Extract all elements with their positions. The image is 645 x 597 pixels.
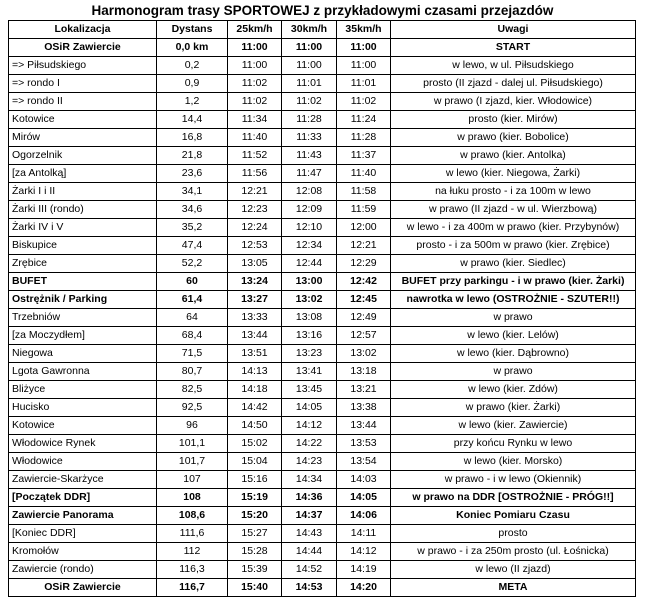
- time-30kmh-cell: 14:44: [282, 543, 337, 561]
- column-header-25kmh: 25km/h: [228, 21, 282, 39]
- time-30kmh-cell: 14:05: [282, 399, 337, 417]
- time-30kmh-cell: 12:08: [282, 183, 337, 201]
- notes-cell: w prawo - i w lewo (Okiennik): [391, 471, 636, 489]
- distance-cell: 108: [157, 489, 228, 507]
- time-35kmh-cell: 13:38: [337, 399, 391, 417]
- notes-cell: START: [391, 39, 636, 57]
- distance-cell: 107: [157, 471, 228, 489]
- time-35kmh-cell: 14:06: [337, 507, 391, 525]
- time-25kmh-cell: 13:24: [228, 273, 282, 291]
- table-row: [9, 543, 636, 561]
- distance-cell: 108,6: [157, 507, 228, 525]
- notes-cell: w prawo (kier. Żarki): [391, 399, 636, 417]
- table-row: [9, 291, 636, 309]
- time-25kmh-cell: 12:24: [228, 219, 282, 237]
- notes-cell: w lewo (kier. Zawiercie): [391, 417, 636, 435]
- time-30kmh-cell: 11:47: [282, 165, 337, 183]
- notes-cell: w lewo (kier. Niegowa, Żarki): [391, 165, 636, 183]
- distance-cell: 61,4: [157, 291, 228, 309]
- time-30kmh-cell: 14:52: [282, 561, 337, 579]
- distance-cell: 47,4: [157, 237, 228, 255]
- table-row: [9, 183, 636, 201]
- time-25kmh-cell: 15:27: [228, 525, 282, 543]
- time-30kmh-cell: 14:34: [282, 471, 337, 489]
- notes-cell: w lewo (kier. Lelów): [391, 327, 636, 345]
- time-35kmh-cell: 14:19: [337, 561, 391, 579]
- distance-cell: 92,5: [157, 399, 228, 417]
- time-35kmh-cell: 12:42: [337, 273, 391, 291]
- table-row: [9, 111, 636, 129]
- time-30kmh-cell: 12:10: [282, 219, 337, 237]
- distance-cell: 0,2: [157, 57, 228, 75]
- time-35kmh-cell: 12:21: [337, 237, 391, 255]
- distance-cell: 116,7: [157, 579, 228, 597]
- distance-cell: 71,5: [157, 345, 228, 363]
- location-cell: Włodowice Rynek: [9, 435, 157, 453]
- time-30kmh-cell: 13:16: [282, 327, 337, 345]
- document-title: Harmonogram trasy SPORTOWEJ z przykładowymi czasami przejazdów: [91, 3, 554, 18]
- notes-cell: prosto (II zjazd - dalej ul. Piłsudskiego): [391, 75, 636, 93]
- distance-cell: 111,6: [157, 525, 228, 543]
- time-30kmh-cell: 11:00: [282, 39, 337, 57]
- location-cell: => rondo II: [9, 93, 157, 111]
- notes-cell: w lewo (II zjazd): [391, 561, 636, 579]
- column-header-30kmh: 30km/h: [282, 21, 337, 39]
- distance-cell: 60: [157, 273, 228, 291]
- location-cell: Kotowice: [9, 111, 157, 129]
- location-cell: Żarki IV i V: [9, 219, 157, 237]
- notes-cell: w prawo (kier. Bobolice): [391, 129, 636, 147]
- distance-cell: 34,6: [157, 201, 228, 219]
- distance-cell: 35,2: [157, 219, 228, 237]
- time-25kmh-cell: 15:16: [228, 471, 282, 489]
- table-row: [9, 57, 636, 75]
- table-row: [9, 273, 636, 291]
- time-25kmh-cell: 15:19: [228, 489, 282, 507]
- location-cell: [za Moczydłem]: [9, 327, 157, 345]
- location-cell: Zawiercie-Skarżyce: [9, 471, 157, 489]
- notes-cell: w lewo (kier. Zdów): [391, 381, 636, 399]
- table-row: [9, 129, 636, 147]
- notes-cell: na łuku prosto - i za 100m w lewo: [391, 183, 636, 201]
- distance-cell: 52,2: [157, 255, 228, 273]
- table-row: [9, 435, 636, 453]
- time-25kmh-cell: 14:18: [228, 381, 282, 399]
- distance-cell: 21,8: [157, 147, 228, 165]
- notes-cell: w lewo - i za 400m w prawo (kier. Przybynów): [391, 219, 636, 237]
- location-cell: Biskupice: [9, 237, 157, 255]
- time-30kmh-cell: 14:12: [282, 417, 337, 435]
- column-header-distance: Dystans: [157, 21, 228, 39]
- distance-cell: 0,9: [157, 75, 228, 93]
- distance-cell: 68,4: [157, 327, 228, 345]
- time-35kmh-cell: 11:40: [337, 165, 391, 183]
- time-35kmh-cell: 14:03: [337, 471, 391, 489]
- header-row: [9, 21, 636, 39]
- location-cell: Bliżyce: [9, 381, 157, 399]
- notes-cell: przy końcu Rynku w lewo: [391, 435, 636, 453]
- location-cell: => rondo I: [9, 75, 157, 93]
- notes-cell: BUFET przy parkingu - i w prawo (kier. Żarki): [391, 273, 636, 291]
- table-row: [9, 399, 636, 417]
- location-cell: => Piłsudskiego: [9, 57, 157, 75]
- time-30kmh-cell: 13:45: [282, 381, 337, 399]
- location-cell: [za Antolką]: [9, 165, 157, 183]
- time-35kmh-cell: 11:58: [337, 183, 391, 201]
- time-25kmh-cell: 13:51: [228, 345, 282, 363]
- notes-cell: META: [391, 579, 636, 597]
- time-35kmh-cell: 12:45: [337, 291, 391, 309]
- time-35kmh-cell: 14:05: [337, 489, 391, 507]
- time-35kmh-cell: 13:53: [337, 435, 391, 453]
- notes-cell: w prawo (II zjazd - w ul. Wierzbową): [391, 201, 636, 219]
- time-30kmh-cell: 14:37: [282, 507, 337, 525]
- notes-cell: w prawo (I zjazd, kier. Włodowice): [391, 93, 636, 111]
- time-30kmh-cell: 11:01: [282, 75, 337, 93]
- table-row: [9, 507, 636, 525]
- time-25kmh-cell: 11:34: [228, 111, 282, 129]
- location-cell: Zawiercie Panorama: [9, 507, 157, 525]
- time-35kmh-cell: 12:57: [337, 327, 391, 345]
- time-35kmh-cell: 14:12: [337, 543, 391, 561]
- distance-cell: 14,4: [157, 111, 228, 129]
- table-row: [9, 93, 636, 111]
- table-row: [9, 381, 636, 399]
- notes-cell: prosto: [391, 525, 636, 543]
- location-cell: Zrębice: [9, 255, 157, 273]
- time-25kmh-cell: 11:00: [228, 57, 282, 75]
- time-35kmh-cell: 13:54: [337, 453, 391, 471]
- location-cell: Lgota Gawronna: [9, 363, 157, 381]
- table-row: [9, 471, 636, 489]
- location-cell: Ostrężnik / Parking: [9, 291, 157, 309]
- time-25kmh-cell: 11:02: [228, 93, 282, 111]
- location-cell: Niegowa: [9, 345, 157, 363]
- time-30kmh-cell: 14:36: [282, 489, 337, 507]
- notes-cell: w prawo - i za 250m prosto (ul. Łośnicka): [391, 543, 636, 561]
- time-25kmh-cell: 14:42: [228, 399, 282, 417]
- time-30kmh-cell: 11:00: [282, 57, 337, 75]
- distance-cell: 16,8: [157, 129, 228, 147]
- location-cell: Żarki III (rondo): [9, 201, 157, 219]
- table-row: [9, 327, 636, 345]
- table-row: [9, 363, 636, 381]
- time-35kmh-cell: 11:00: [337, 57, 391, 75]
- time-25kmh-cell: 15:28: [228, 543, 282, 561]
- time-30kmh-cell: 14:43: [282, 525, 337, 543]
- table-row: [9, 345, 636, 363]
- table-row: [9, 525, 636, 543]
- time-35kmh-cell: 11:02: [337, 93, 391, 111]
- location-cell: Trzebniów: [9, 309, 157, 327]
- notes-cell: w prawo (kier. Siedlec): [391, 255, 636, 273]
- location-cell: OSiR Zawiercie: [9, 39, 157, 57]
- time-25kmh-cell: 13:27: [228, 291, 282, 309]
- location-cell: Hucisko: [9, 399, 157, 417]
- time-35kmh-cell: 13:02: [337, 345, 391, 363]
- location-cell: Kromołów: [9, 543, 157, 561]
- table-row: [9, 237, 636, 255]
- time-25kmh-cell: 12:21: [228, 183, 282, 201]
- time-25kmh-cell: 11:40: [228, 129, 282, 147]
- time-25kmh-cell: 13:33: [228, 309, 282, 327]
- time-35kmh-cell: 13:18: [337, 363, 391, 381]
- location-cell: BUFET: [9, 273, 157, 291]
- schedule-table: [8, 20, 636, 597]
- table-row: [9, 255, 636, 273]
- time-25kmh-cell: 15:20: [228, 507, 282, 525]
- time-25kmh-cell: 13:44: [228, 327, 282, 345]
- table-row: [9, 489, 636, 507]
- notes-cell: w lewo (kier. Dąbrowno): [391, 345, 636, 363]
- time-25kmh-cell: 14:50: [228, 417, 282, 435]
- time-35kmh-cell: 11:59: [337, 201, 391, 219]
- table-row: [9, 201, 636, 219]
- time-25kmh-cell: 11:52: [228, 147, 282, 165]
- time-25kmh-cell: 11:02: [228, 75, 282, 93]
- location-cell: Mirów: [9, 129, 157, 147]
- time-25kmh-cell: 12:23: [228, 201, 282, 219]
- notes-cell: prosto (kier. Mirów): [391, 111, 636, 129]
- location-cell: Zawiercie (rondo): [9, 561, 157, 579]
- location-cell: [Początek DDR]: [9, 489, 157, 507]
- time-25kmh-cell: 11:56: [228, 165, 282, 183]
- table-row: [9, 75, 636, 93]
- time-35kmh-cell: 13:21: [337, 381, 391, 399]
- notes-cell: nawrotka w lewo (OSTROŻNIE - SZUTER!!): [391, 291, 636, 309]
- distance-cell: 1,2: [157, 93, 228, 111]
- time-35kmh-cell: 11:01: [337, 75, 391, 93]
- time-30kmh-cell: 11:02: [282, 93, 337, 111]
- distance-cell: 64: [157, 309, 228, 327]
- time-25kmh-cell: 14:13: [228, 363, 282, 381]
- time-30kmh-cell: 12:44: [282, 255, 337, 273]
- table-row: [9, 219, 636, 237]
- time-25kmh-cell: 11:00: [228, 39, 282, 57]
- table-row: [9, 39, 636, 57]
- location-cell: [Koniec DDR]: [9, 525, 157, 543]
- notes-cell: w prawo na DDR [OSTROŻNIE - PRÓG!!]: [391, 489, 636, 507]
- time-30kmh-cell: 12:34: [282, 237, 337, 255]
- time-35kmh-cell: 12:00: [337, 219, 391, 237]
- time-30kmh-cell: 12:09: [282, 201, 337, 219]
- table-row: [9, 417, 636, 435]
- time-35kmh-cell: 11:24: [337, 111, 391, 129]
- time-30kmh-cell: 11:28: [282, 111, 337, 129]
- notes-cell: w prawo (kier. Antolka): [391, 147, 636, 165]
- table-row: [9, 165, 636, 183]
- table-row: [9, 579, 636, 597]
- time-35kmh-cell: 12:49: [337, 309, 391, 327]
- location-cell: OSiR Zawiercie: [9, 579, 157, 597]
- table-row: [9, 561, 636, 579]
- time-35kmh-cell: 13:44: [337, 417, 391, 435]
- table-row: [9, 147, 636, 165]
- distance-cell: 112: [157, 543, 228, 561]
- distance-cell: 80,7: [157, 363, 228, 381]
- location-cell: Ogorzelnik: [9, 147, 157, 165]
- time-35kmh-cell: 11:37: [337, 147, 391, 165]
- distance-cell: 116,3: [157, 561, 228, 579]
- location-cell: Kotowice: [9, 417, 157, 435]
- column-header-notes: Uwagi: [391, 21, 636, 39]
- time-35kmh-cell: 11:28: [337, 129, 391, 147]
- table-row: [9, 309, 636, 327]
- notes-cell: w prawo: [391, 363, 636, 381]
- time-25kmh-cell: 15:40: [228, 579, 282, 597]
- notes-cell: prosto - i za 500m w prawo (kier. Zrębice): [391, 237, 636, 255]
- distance-cell: 34,1: [157, 183, 228, 201]
- notes-cell: w prawo: [391, 309, 636, 327]
- location-cell: Żarki I i II: [9, 183, 157, 201]
- time-35kmh-cell: 14:20: [337, 579, 391, 597]
- time-35kmh-cell: 14:11: [337, 525, 391, 543]
- location-cell: Włodowice: [9, 453, 157, 471]
- time-35kmh-cell: 12:29: [337, 255, 391, 273]
- time-30kmh-cell: 13:41: [282, 363, 337, 381]
- time-30kmh-cell: 13:08: [282, 309, 337, 327]
- time-25kmh-cell: 15:39: [228, 561, 282, 579]
- time-30kmh-cell: 13:00: [282, 273, 337, 291]
- distance-cell: 0,0 km: [157, 39, 228, 57]
- time-30kmh-cell: 11:33: [282, 129, 337, 147]
- distance-cell: 101,1: [157, 435, 228, 453]
- time-25kmh-cell: 13:05: [228, 255, 282, 273]
- time-35kmh-cell: 11:00: [337, 39, 391, 57]
- column-header-35kmh: 35km/h: [337, 21, 391, 39]
- column-header-location: Lokalizacja: [9, 21, 157, 39]
- table-row: [9, 453, 636, 471]
- time-30kmh-cell: 11:43: [282, 147, 337, 165]
- distance-cell: 82,5: [157, 381, 228, 399]
- time-30kmh-cell: 13:23: [282, 345, 337, 363]
- distance-cell: 101,7: [157, 453, 228, 471]
- time-25kmh-cell: 15:02: [228, 435, 282, 453]
- time-30kmh-cell: 14:53: [282, 579, 337, 597]
- time-25kmh-cell: 15:04: [228, 453, 282, 471]
- time-30kmh-cell: 14:22: [282, 435, 337, 453]
- notes-cell: Koniec Pomiaru Czasu: [391, 507, 636, 525]
- time-30kmh-cell: 13:02: [282, 291, 337, 309]
- time-25kmh-cell: 12:53: [228, 237, 282, 255]
- distance-cell: 23,6: [157, 165, 228, 183]
- time-30kmh-cell: 14:23: [282, 453, 337, 471]
- distance-cell: 96: [157, 417, 228, 435]
- notes-cell: w lewo, w ul. Piłsudskiego: [391, 57, 636, 75]
- notes-cell: w lewo (kier. Morsko): [391, 453, 636, 471]
